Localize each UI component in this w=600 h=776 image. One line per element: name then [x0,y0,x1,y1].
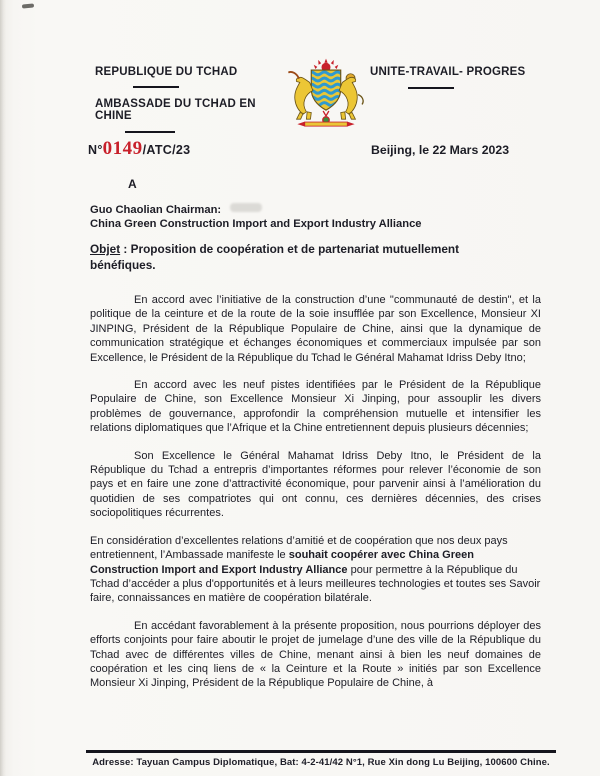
addressee-organization: China Green Construction Import and Export Industry Alliance [90,218,422,230]
salutation: A [128,177,137,191]
paragraph-run: Son Excellence le Général Mahamat Idriss Deby Itno, le Président de la République du Tchad a entrepris d’importantes réformes pour relever l’économie de son pays et en faire une zone d’attractivité économique, pour parvenir ainsi à l’amélioration du quotidien de ses compatriotes qui ont connu, ces dernières décennies, des crises sociopolitiques récurrentes. [90,449,541,520]
addressee-name: Guo Chaolian Chairman: [90,204,222,216]
letter-body [90,293,541,704]
scan-artifact-speck [22,3,34,8]
paragraph-run: pour permettre à la République du Tchad d’accéder a plus d'opportunités et à leurs meilleures technologies et toutes ses Savoir faire, connaissances en matière de coopération bilatérale. [90,563,541,605]
ref-suffix: /ATC/23 [142,143,191,157]
paragraph [90,449,541,521]
ref-prefix: N° [88,143,103,157]
footer-rule [86,750,556,753]
paragraph-run: En considération d’excellentes relations d’amitié et de coopération que nos deux pays entretiennent, l’Ambassade manifeste le [90,534,508,562]
divider-rule [408,87,454,89]
addressee-block [90,203,422,231]
country-name: REPUBLIQUE DU TCHAD [95,66,238,78]
divider-rule [125,131,175,133]
paragraph [90,619,541,691]
ref-number-red: 0149 [102,138,143,159]
goat-supporter [295,77,313,119]
scan-edge-shadow [0,0,6,776]
paragraph-run: En accord avec l’initiative de la construction d’une "communauté de destin", et la politique de la ceinture et de la route de la soie insufflée par son Excellence, Monsieur XI JINPING, Président de la République Populaire de Chine, ainsi que la dynamique de communication stratégique et échanges économiques et commerciaux impulsée par son Excellence, le Président de la République du Tchad le Général Mahamat Idriss Deby Itno; [90,294,541,364]
reference-number [88,138,190,160]
paragraph [90,534,541,606]
paragraph-run: En accédant favorablement à la présente proposition, nous pourrions déployer des efforts conjoints pour faire aboutir le projet de jumelage d’une des ville de la République du Tchad avec de différentes villes de Chine, menant ainsi à bien les neuf domaines de coopération et les cinq liens de « la Ceinture et la Route » initiés par son Excellence Monsieur Xi Jinping, Président de la République Populaire de Chine, à [90,619,541,690]
medal-ribbon [323,111,329,116]
motto-text: UNITE-TRAVAIL- PROGRES [370,66,526,78]
subject-line [90,242,505,273]
goat-horn [288,72,299,79]
divider-rule [133,86,179,88]
paragraph-run: En accord avec les neuf pistes identifiées par le Président de la République Populaire de Chine, son Excellence Monsieur Xi Jinping, pour assouplir les divers problèmes de gouvernance, approfondir la compréhension mutuelle et intensifier les relations diplomatiques que l’Afrique et la Chine entretiennent depuis plusieurs décennies; [90,379,541,435]
date-line: Beijing, le 22 Mars 2023 [371,143,510,157]
lion-supporter [339,74,363,119]
embassy-name: AMBASSADE DU TCHAD EN CHINE [95,98,256,122]
chad-coat-of-arms-icon [285,57,367,134]
letterhead-left [95,66,295,133]
paragraph [90,293,541,365]
banner [305,122,348,126]
footer-address: Adresse: Tayuan Campus Diplomatique, Bat: 4-2-41/42 N°1, Rue Xin dong Lu Beijing, 100600 Chine. [92,757,550,768]
subject-text: : Proposition de coopération et de partenariat mutuellement bénéfiques. [90,242,460,272]
subject-label: Objet [90,242,121,256]
paragraph [90,378,541,436]
letterhead-motto [370,66,535,89]
paragraph-bold-run: souhait coopérer avec China Green Construction Import and Export Industry Alliance [90,549,474,576]
